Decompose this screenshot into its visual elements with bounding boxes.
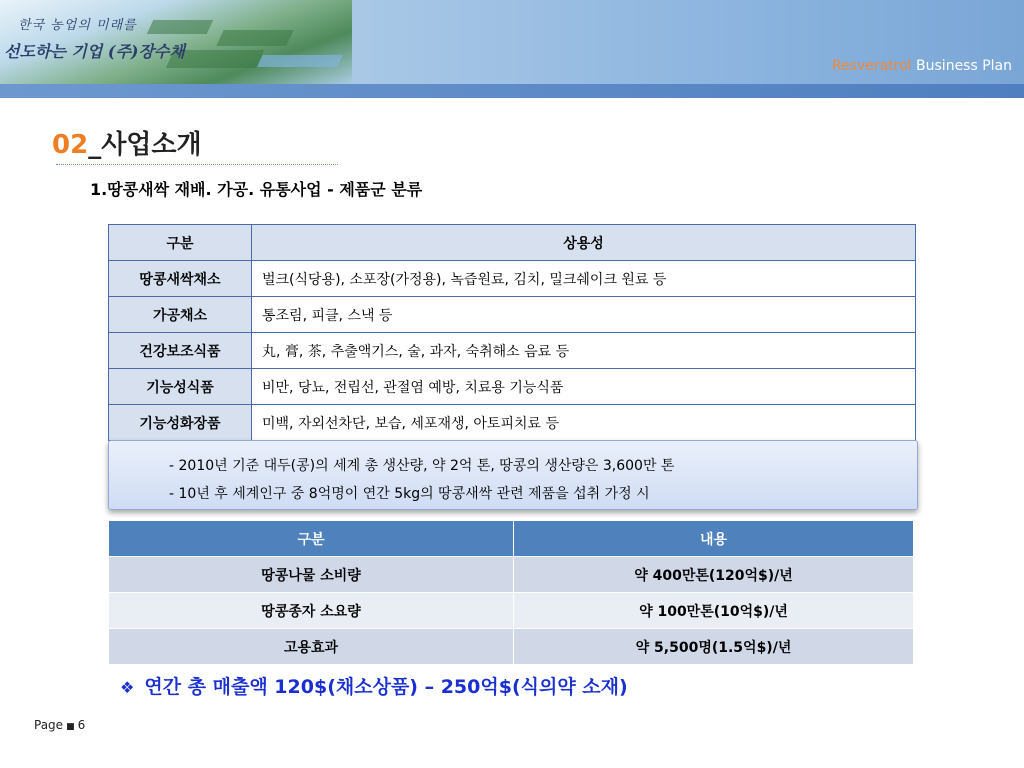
banner-company: 선도하는 기업 (주)장수채 <box>4 42 185 61</box>
table-cell-category: 기능성식품 <box>109 369 252 405</box>
table-row <box>109 629 914 665</box>
banner-field-shape <box>216 30 293 46</box>
banner-image <box>0 0 352 84</box>
note-line: - 10년 후 세계인구 중 8억명이 연간 5kg의 땅콩새싹 관련 제품을 섭취 가정 시 <box>169 486 650 502</box>
table-cell-value: 미백, 자외선차단, 보습, 세포재생, 아토피치료 등 <box>252 405 916 441</box>
table-cell-category: 땅콩종자 소요량 <box>109 593 514 629</box>
banner-water-shape <box>257 55 343 67</box>
table-header-cell: 구분 <box>109 225 252 261</box>
table-cell-value: 약 400만톤(120억$)/년 <box>514 557 914 593</box>
table-header-row <box>109 521 914 557</box>
header-bar <box>0 84 1024 98</box>
banner-slogan: 한국 농업의 미래를 <box>18 18 137 33</box>
table-cell-value: 약 100만톤(10억$)/년 <box>514 593 914 629</box>
section-number: 02 <box>52 130 89 160</box>
product-category-table <box>108 224 916 441</box>
table-row <box>109 333 916 369</box>
table-cell-category: 가공채소 <box>109 297 252 333</box>
table-cell-value: 벌크(식당용), 소포장(가정용), 녹즙원료, 김치, 밀크쉐이크 원료 등 <box>252 261 916 297</box>
table-cell-category: 건강보조식품 <box>109 333 252 369</box>
subtitle: 1.땅콩새싹 재배. 가공. 유통사업 - 제품군 분류 <box>90 180 423 199</box>
table-header-row <box>109 225 916 261</box>
table-cell-category: 고용효과 <box>109 629 514 665</box>
plan-title <box>832 58 1012 74</box>
plan-title-accent: Resveratrol <box>831 58 912 74</box>
title-divider <box>56 164 338 165</box>
table-cell-value: 약 5,500명(1.5억$)/년 <box>514 629 914 665</box>
note-line: - 2010년 기준 대두(콩)의 세계 총 생산량, 약 2억 톤, 땅콩의 생산량은 3,600만 톤 <box>169 458 675 474</box>
table-header-cell: 내용 <box>514 521 914 557</box>
diamond-bullet-icon: ❖ <box>120 678 135 697</box>
revenue-summary <box>120 672 628 699</box>
table-row <box>109 593 914 629</box>
section-title-text: _사업소개 <box>88 130 202 160</box>
table-row <box>109 405 916 441</box>
table-row <box>109 297 916 333</box>
table-header-cell: 상용성 <box>252 225 916 261</box>
table-row <box>109 261 916 297</box>
plan-title-rest: Business Plan <box>911 58 1012 74</box>
table-row <box>109 557 914 593</box>
table-cell-value: 丸, 膏, 茶, 추출액기스, 술, 과자, 숙취해소 음료 등 <box>252 333 916 369</box>
table-cell-category: 땅콩나물 소비량 <box>109 557 514 593</box>
assumption-note-box <box>108 440 918 510</box>
table-cell-category: 기능성화장품 <box>109 405 252 441</box>
square-separator-icon: ■ <box>66 722 75 732</box>
table-cell-category: 땅콩새싹채소 <box>109 261 252 297</box>
banner-text <box>4 14 204 62</box>
table-cell-value: 비만, 당뇨, 전립선, 관절염 예방, 치료용 기능식품 <box>252 369 916 405</box>
page-footer <box>34 718 85 732</box>
table-cell-value: 통조림, 피클, 스낵 등 <box>252 297 916 333</box>
revenue-summary-text: 연간 총 매출액 120$(채소상품) – 250억$(식의약 소재) <box>144 676 628 698</box>
market-effect-table <box>108 520 914 665</box>
page-title <box>52 124 202 161</box>
page-label: Page <box>34 718 64 732</box>
table-header-cell: 구분 <box>109 521 514 557</box>
page-number: 6 <box>77 718 86 732</box>
table-row <box>109 369 916 405</box>
